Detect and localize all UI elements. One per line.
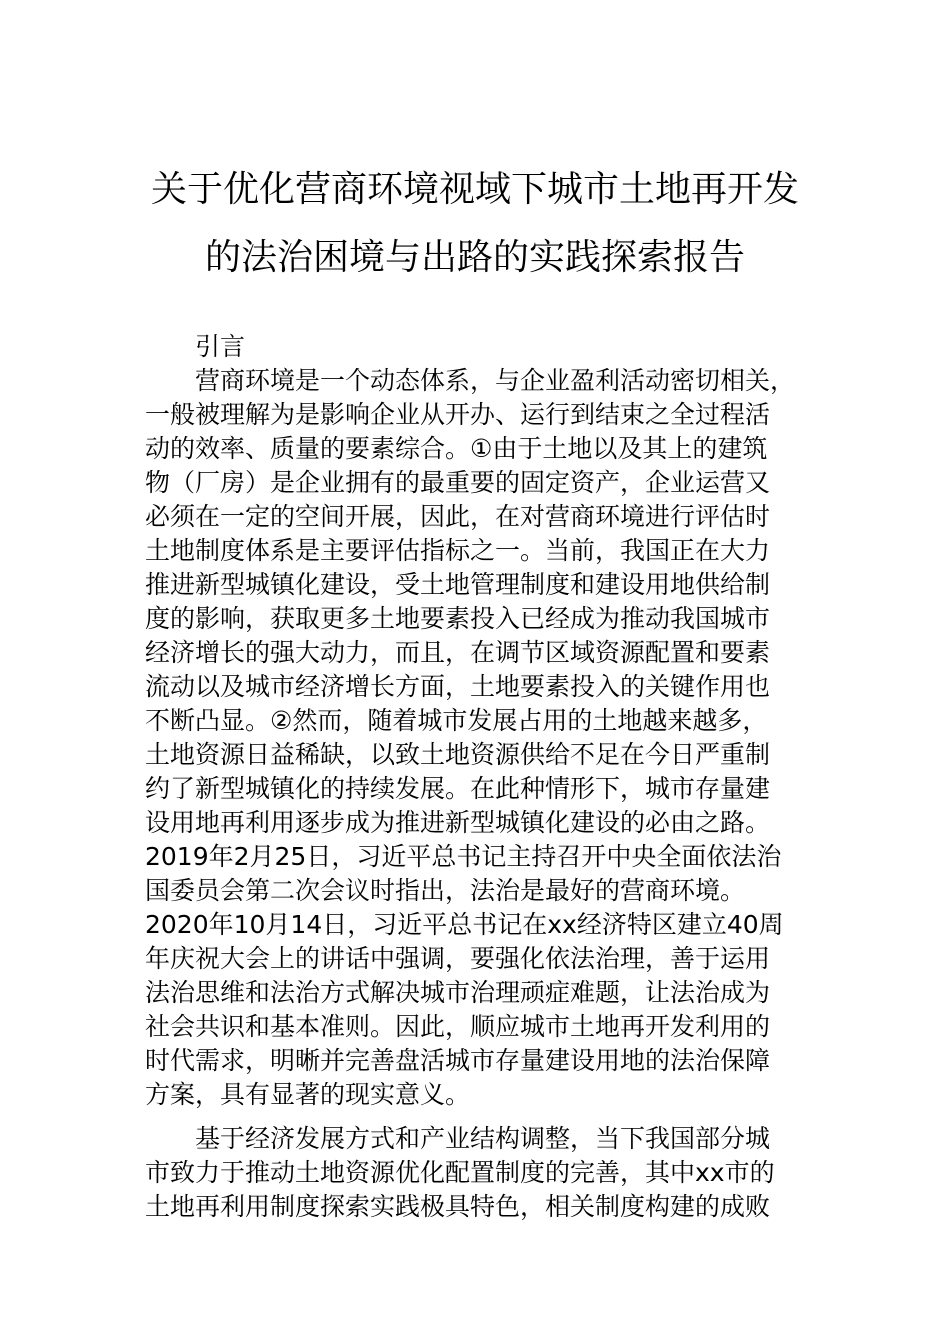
paragraph-line: 法治思维和法治方式解决城市治理顽症难题，让法治成为 [145, 978, 771, 1007]
section-heading: 引言 [195, 332, 246, 361]
paragraph-line: 推进新型城镇化建设，受土地管理制度和建设用地供给制 [145, 570, 771, 599]
paragraph-line: 一般被理解为是影响企业从开办、运行到结束之全过程活 [145, 400, 771, 429]
paragraph-line: 土地再利用制度探索实践极具特色，相关制度构建的成败 [145, 1192, 771, 1221]
paragraph-line: 流动以及城市经济增长方面，土地要素投入的关键作用也 [145, 672, 771, 701]
paragraph-line: 2019年2月25日，习近平总书记主持召开中央全面依法治 [145, 842, 782, 871]
document-title-line-2: 的法治困境与出路的实践探索报告 [204, 237, 745, 278]
paragraph-line: 物（厂房）是企业拥有的最重要的固定资产，企业运营又 [145, 468, 771, 497]
paragraph-line: 约了新型城镇化的持续发展。在此种情形下，城市存量建 [145, 774, 771, 803]
paragraph-line: 土地资源日益稀缺，以致土地资源供给不足在今日严重制 [145, 740, 771, 769]
paragraph-line: 动的效率、质量的要素综合。①由于土地以及其上的建筑 [145, 434, 768, 463]
paragraph-line: 方案，具有显著的现实意义。 [145, 1080, 471, 1109]
paragraph-line: 2020年10月14日，习近平总书记在xx经济特区建立40周 [145, 910, 784, 939]
paragraph-line: 基于经济发展方式和产业结构调整，当下我国部分城 [195, 1124, 771, 1153]
paragraph-line: 营商环境是一个动态体系，与企业盈利活动密切相关， [195, 366, 796, 395]
paragraph-line: 土地制度体系是主要评估指标之一。当前，我国正在大力 [145, 536, 771, 565]
paragraph-line: 经济增长的强大动力，而且，在调节区域资源配置和要素 [145, 638, 771, 667]
document-title-line-1: 关于优化营商环境视域下城市土地再开发 [150, 169, 799, 210]
paragraph-line: 时代需求，明晰并完善盘活城市存量建设用地的法治保障 [145, 1046, 771, 1075]
paragraph-line: 国委员会第二次会议时指出，法治是最好的营商环境。 [145, 876, 746, 905]
paragraph-line: 必须在一定的空间开展，因此，在对营商环境进行评估时 [145, 502, 771, 531]
paragraph-line: 不断凸显。②然而，随着城市发展占用的土地越来越多， [145, 706, 768, 735]
paragraph-line: 社会共识和基本准则。因此，顺应城市土地再开发利用的 [145, 1012, 771, 1041]
paragraph-line: 设用地再利用逐步成为推进新型城镇化建设的必由之路。 [145, 808, 771, 837]
paragraph-line: 度的影响，获取更多土地要素投入已经成为推动我国城市 [145, 604, 771, 633]
paragraph-line: 年庆祝大会上的讲话中强调，要强化依法治理，善于运用 [145, 944, 771, 973]
paragraph-line: 市致力于推动土地资源优化配置制度的完善，其中xx市的 [145, 1158, 775, 1187]
